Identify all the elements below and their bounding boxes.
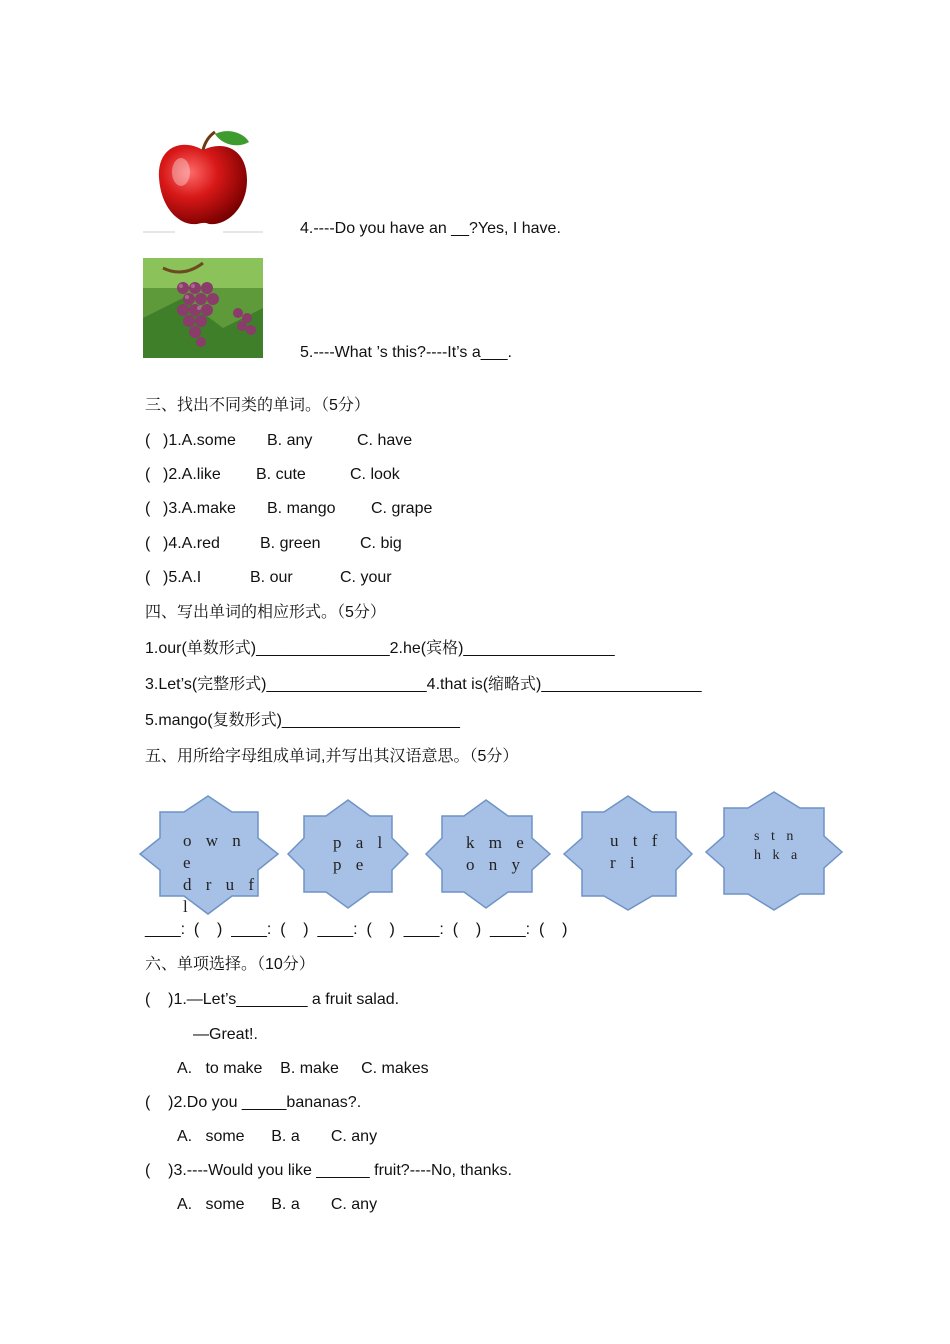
section4-title: 四、写出单词的相应形式。（5分） <box>145 604 386 621</box>
section3-option-b: B. any <box>267 432 313 449</box>
section6-question-3: ( )3.----Would you like ______ fruit?----No, thanks. <box>145 1162 512 1179</box>
section5-answer-line: ____: ( ) ____: ( ) ____: ( ) ____: ( ) ____: ( ) <box>145 921 568 938</box>
section3-paren: ( <box>145 535 151 552</box>
section3-paren: ( <box>145 466 151 483</box>
star-shape-1 <box>140 796 278 914</box>
section3-title: 三、找出不同类的单词。（5分） <box>145 397 370 414</box>
section6-question-1-options: A. to make B. make C. makes <box>177 1060 429 1077</box>
star-5-letters-b: h k a <box>754 848 802 863</box>
section3-paren: ( <box>145 432 151 449</box>
star-2-letters-b: p e <box>333 855 369 874</box>
star-5-letters-a: s t n <box>754 829 798 844</box>
section3-option-c: C. your <box>340 569 392 586</box>
star-1-letters-b: e <box>183 853 196 872</box>
star-1-letters-d: l <box>183 897 193 916</box>
picture-question-5: 5.----What ’s this?----It’s a___. <box>300 344 512 361</box>
section3-item-4: )4.A.red <box>163 535 220 552</box>
section3-item-1: )1.A.some <box>163 432 236 449</box>
section6-title: 六、单项选择。（10分） <box>145 956 315 973</box>
section3-option-c: C. big <box>360 535 402 552</box>
section3-item-2: )2.A.like <box>163 466 221 483</box>
section6-question-1: ( )1.—Let’s________ a fruit salad. <box>145 991 400 1008</box>
star-1-letters-c: d r u f <box>183 875 260 894</box>
section6-question-3-options: A. some B. a C. any <box>177 1196 378 1213</box>
section4-line-3: 5.mango(复数形式)____________________ <box>145 712 460 729</box>
section4-line-1: 1.our(单数形式)_______________2.he(宾格)_________________ <box>145 640 615 657</box>
section6-question-1-reply: —Great!. <box>193 1026 258 1043</box>
section3-paren: ( <box>145 500 151 517</box>
star-4-letters-b: r i <box>610 853 640 872</box>
section3-option-b: B. cute <box>256 466 306 483</box>
star-1-letters-a: o w n <box>183 831 246 850</box>
section3-item-3: )3.A.make <box>163 500 236 517</box>
star-3-letters-b: o n y <box>466 855 525 874</box>
grapes-picture <box>143 258 263 358</box>
section5-title: 五、用所给字母组成单词,并写出其汉语意思。（5分） <box>145 748 519 765</box>
star-2-letters-a: p a l <box>333 833 388 852</box>
section3-option-b: B. green <box>260 535 321 552</box>
apple-picture <box>143 128 267 236</box>
star-3-letters-a: k m e <box>466 833 529 852</box>
section3-option-c: C. look <box>350 466 400 483</box>
section3-paren: ( <box>145 569 151 586</box>
section6-question-2-options: A. some B. a C. any <box>177 1128 378 1145</box>
picture-question-4: 4.----Do you have an __?Yes, I have. <box>300 220 561 237</box>
section3-option-c: C. have <box>357 432 413 449</box>
section3-item-5: )5.A.I <box>163 569 202 586</box>
section3-option-c: C. grape <box>371 500 433 517</box>
section3-option-b: B. our <box>250 569 293 586</box>
star-4-letters-a: u t f <box>610 831 663 850</box>
section6-question-2: ( )2.Do you _____bananas?. <box>145 1094 362 1111</box>
section3-option-b: B. mango <box>267 500 336 517</box>
section4-line-2: 3.Let’s(完整形式)__________________4.that is(缩略式)__________________ <box>145 676 702 693</box>
